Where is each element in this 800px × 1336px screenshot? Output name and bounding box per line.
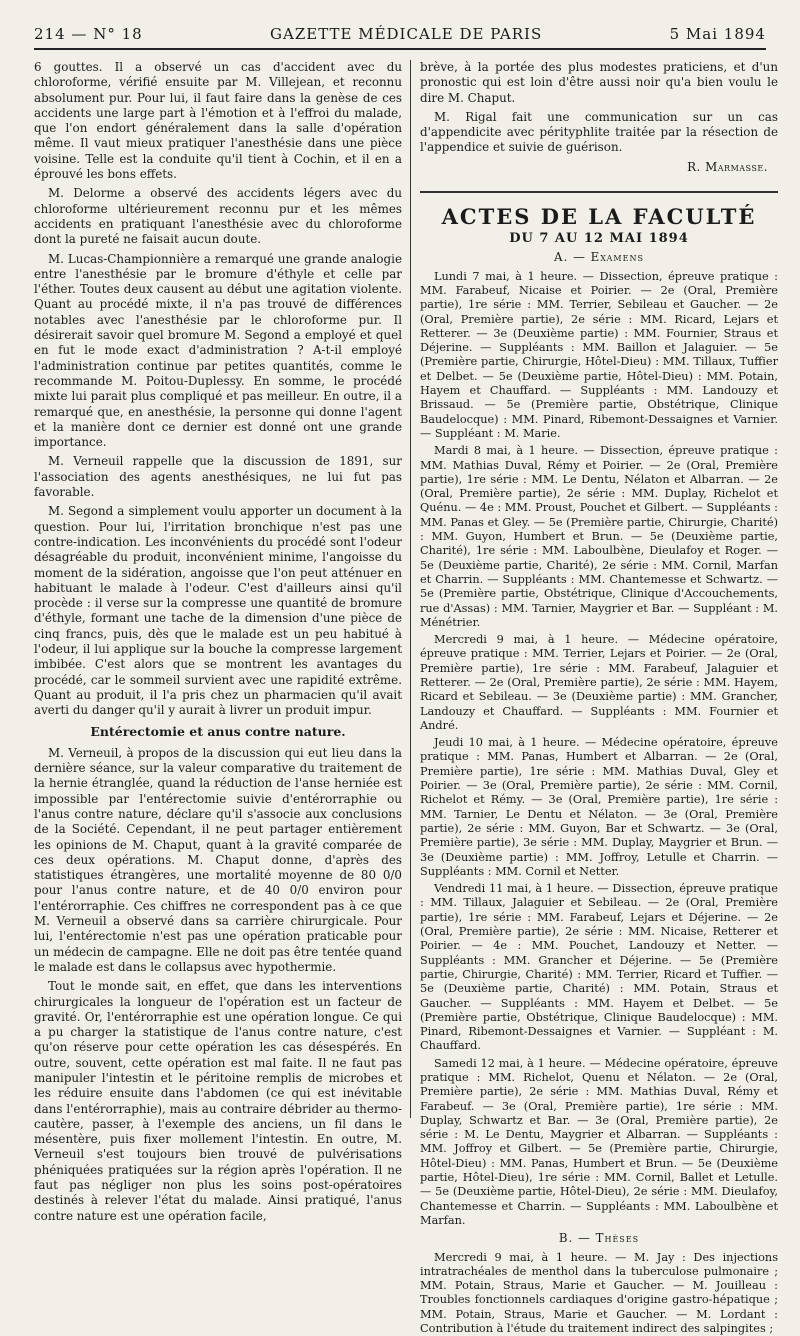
article-title: ACTES DE LA FACULTÉ [441, 204, 757, 230]
exam-entry: Jeudi 10 mai, à 1 heure. — Médecine opératoire, épreuve pratique : MM. Panas, Humbert et Albarran. — 2e (Oral, Première partie), 1re série : MM. Mathias Duval, Gley et Poirier. — 3e (Oral, Première partie), 2e série : MM. Cornil, Richelot et Rémy. — 3e (Oral, Première partie), 1re série : MM. Tarnier, Le Dentu et Nélaton. — 3e (Oral, Première partie), 2e série : MM. Guyon, Bar et Schwartz. — 3e (Oral, Première partie), 3e série : MM. Duplay, Maygrier et Brun. — 3e (Deuxième partie) : MM. Joffroy, Letulle et Charrin. — Suppléants : MM. Cornil et Netter. [420, 736, 778, 878]
section-divider [420, 191, 778, 193]
paragraph: M. Segond a simplement voulu apporter un document à la question. Pour lui, l'irritation bronchique n'est pas une contre-indication. Les inconvénients du procédé sont l'odeur désagréable du produit, inconvénient minime, l'angoisse du moment de la sidération, angoisse que l'on peut atténuer en habituant le malade à l'odeur. C'est d'ailleurs ainsi qu'il procède : il verse sur la compresse une quantité de bromure d'éthyle, formant une tache de la dimension d'une pièce de cinq francs, puis, dès que le malade est un peu habitué à l'odeur, il lui applique sur la bouche la compresse largement imbibée. C'est alors que se montrent les avantages du procédé, car le sommeil survient avec une rapidité extrême. Quant au produit, il l'a pris chez un pharmacien qu'il avait averti du danger qu'il y aurait à livrer un produit impur. [34, 504, 402, 718]
paragraph: Tout le monde sait, en effet, que dans les interventions chirurgicales la longueur de l'opération est un facteur de gravité. Or, l'entérorraphie est une opération longue. Ce qui a pu charger la statistique de l'anus contre nature, c'est qu'on réserve pour cette opération les cas désespérés. En outre, souvent, cette opération est mal faite. Il ne faut pas manipuler l'intestin et le péritoine remplis de microbes et les réduire ensuite dans l'abdomen (ce qui est inévitable dans l'entérorraphie), mais au contraire débrider au thermo-cautère, passer, à l'exemple des anciens, un fil dans le mésentère, puis fixer mollement l'intestin. En outre, M. Verneuil s'est toujours bien trouvé de pulvérisations phéniquées pratiquées sur la région après l'opération. Il ne faut pas négliger non plus les soins post-opératoires destinés à relever l'état du malade. Ainsi pratiqué, l'anus contre nature est une opération facile, [34, 979, 402, 1223]
issue-number: — N° 18 [71, 25, 143, 43]
article-dates: DU 7 AU 12 MAI 1894 [509, 231, 689, 247]
paragraph: 6 gouttes. Il a observé un cas d'accident avec du chloroforme, vérifié ensuite par M. Villejean, et reconnu absolument pur. Pour lui, il faut faire dans la genèse de ces accidents une large part à l'émotion et à l'effroi du malade, que l'on endort généralement dans la salle d'opération même. Il vaut mieux pratiquer l'anesthésie dans une pièce voisine. Telle est la conduite qu'il tient à Cochin, et il en a éprouvé les bons effets. [34, 60, 402, 182]
section-heading-theses: B. — Thèses [558, 1231, 640, 1246]
issue-date: 5 Mai 1894 [669, 25, 766, 43]
column-divider [410, 60, 411, 1118]
left-column [34, 60, 402, 1223]
paragraph: M. Delorme a observé des accidents légers avec du chloroforme ultérieurement reconnu pur et les mêmes accidents en pratiquant l'anesthésie avec du chloroforme dont la pureté ne faisait aucun doute. [34, 186, 402, 247]
section-heading-examens: A. — Examens [554, 250, 644, 265]
page-number: 214 [34, 25, 66, 43]
paragraph: M. Verneuil rappelle que la discussion de 1891, sur l'association des agents anesthésiques, ne lui fut pas favorable. [34, 454, 402, 500]
paragraph: M. Verneuil, à propos de la discussion qui eut lieu dans la dernière séance, sur la valeur comparative du traitement de la hernie étranglée, quand la réduction de l'anse herniée est impossible par l'entérectomie suivie d'entérorraphie ou l'anus contre nature, déclare qu'il s'associe aux conclusions de la Société. Cependant, il ne peut partager entièrement les opinions de M. Chaput, quant à la gravité comparée de ces deux opérations. M. Chaput donne, d'après des statistiques étrangères, une mortalité moyenne de 80 0/0 pour l'anus contre nature, et de 40 0/0 environ pour l'entérorraphie. Ces chiffres ne correspondent pas à ce que M. Verneuil a observé dans sa carrière chirurgicale. Pour lui, l'entérectomie n'est pas une opération praticable pour un médecin de campagne. Elle ne doit pas être tentée quand le malade est dans le collapsus avec hypothermie. [34, 745, 402, 974]
exam-entry: Mercredi 9 mai, à 1 heure. — Médecine opératoire, épreuve pratique : MM. Terrier, Lejars et Poirier. — 2e (Oral, Première partie), 1re série : MM. Farabeuf, Jalaguier et Retterer. — 2e (Oral, Première partie), 2e série : MM. Hayem, Ricard et Sebileau. — 3e (Deuxième partie) : MM. Grancher, Landouzy et Chauffard. — Suppléants : MM. Fournier et André. [420, 633, 778, 732]
paragraph: M. Lucas-Championnière a remarqué une grande analogie entre l'anesthésie par le bromure d'éthyle et celle par l'éther. Toutes deux causent au début une agitation violente. Quant au procédé mixte, il n'a pas trouvé de différences notables avec l'anesthésie par le chloroforme pur. Il désirerait savoir quel bromure M. Segond a employé et quel en fut le mode exact d'administration ? A-t-il employé l'administration continue par petites quantités, comme le recommande M. Poitou-Duplessy. En somme, le procédé mixte lui parait plus compliqué et pas meilleur. En outre, il a remarqué que, en anesthésie, la personne qui donne l'agent et la manière dont ce dernier est donné ont une grande importance. [34, 251, 402, 450]
right-column [420, 60, 778, 1336]
section-heading: Entérectomie et anus contre nature. [90, 724, 346, 740]
paragraph: M. Rigal fait une communication sur un cas d'appendicite avec pérityphlite traitée par la résection de l'appendice et suivie de guérison. [420, 109, 778, 155]
author-signature: R. Marmasse. [687, 159, 768, 174]
exam-entry: Mardi 8 mai, à 1 heure. — Dissection, épreuve pratique : MM. Mathias Duval, Rémy et Poirier. — 2e (Oral, Première partie), 1re série : MM. Le Dentu, Nélaton et Albarran. — 2e (Oral, Première partie), 2e série : MM. Duplay, Richelot et Quénu. — 4e : MM. Proust, Pouchet et Gilbert. — Suppléants : MM. Panas et Gley. — 5e (Première partie, Chirurgie, Charité) : MM. Guyon, Humbert et Brun. — 5e (Deuxième partie, Charité), 1re série : MM. Laboulbène, Dieulafoy et Roger. — 5e (Deuxième partie, Charité), 2e série : MM. Cornil, Marfan et Charrin. — Suppléants : MM. Chantemesse et Schwartz. — 5e (Première partie, Obstétrique, Clinique d'Accouchements, rue d'Assas) : MM. Tarnier, Maygrier et Bar. — Suppléant : M. Ménétrier. [420, 444, 778, 629]
page-header [34, 20, 766, 50]
paragraph: brève, à la portée des plus modestes praticiens, et d'un pronostic qui est loin d'être aussi noir qu'a bien voulu le dire M. Chaput. [420, 60, 778, 105]
exam-entry: Lundi 7 mai, à 1 heure. — Dissection, épreuve pratique : MM. Farabeuf, Nicaise et Poirier. — 2e (Oral, Première partie), 1re série : MM. Terrier, Sebileau et Gaucher. — 2e (Oral, Première partie), 2e série : MM. Ricard, Lejars et Retterer. — 3e (Deuxième partie) : MM. Fournier, Straus et Déjerine. — Suppléants : MM. Baillon et Jalaguier. — 5e (Première partie, Chirurgie, Hôtel-Dieu) : MM. Tillaux, Tuffier et Delbet. — 5e (Deuxième partie, Hôtel-Dieu) : MM. Potain, Hayem et Chauffard. — Suppléants : MM. Landouzy et Brissaud. — 5e (Première partie, Obstétrique, Clinique Baudelocque) : MM. Pinard, Ribemont-Dessaignes et Varnier. — Suppléant : M. Marie. [420, 269, 778, 440]
exam-entry: Vendredi 11 mai, à 1 heure. — Dissection, épreuve pratique : MM. Tillaux, Jalaguier et Sebileau. — 2e (Oral, Première partie), 1re série : MM. Farabeuf, Lejars et Déjerine. — 2e (Oral, Première partie), 2e série : MM. Nicaise, Retterer et Poirier. — 4e : MM. Pouchet, Landouzy et Netter. — Suppléants : MM. Grancher et Déjerine. — 5e (Première partie, Chirurgie, Charité) : MM. Terrier, Ricard et Tuffier. — 5e (Deuxième partie, Charité) : MM. Potain, Straus et Gaucher. — Suppléants : MM. Hayem et Delbet. — 5e (Première partie, Obstétrique, Clinique Baudelocque) : MM. Pinard, Ribemont-Dessaignes et Varnier. — Suppléant : M. Chauffard. [420, 882, 778, 1053]
exam-entry: Samedi 12 mai, à 1 heure. — Médecine opératoire, épreuve pratique : MM. Richelot, Quenu et Nélaton. — 2e (Oral, Première partie), 2e série : MM. Mathias Duval, Rémy et Farabeuf. — 3e (Oral, Première partie), 1re série : MM. Duplay, Schwartz et Bar. — 3e (Oral, Première partie), 2e série : M. Le Dentu, Maygrier et Albarran. — Suppléants : MM. Joffroy et Gilbert. — 5e (Première partie, Chirurgie, Hôtel-Dieu) : MM. Panas, Humbert et Brun. — 5e (Deuxième partie, Hôtel-Dieu), 1re série : MM. Cornil, Ballet et Letulle. — 5e (Deuxième partie, Hôtel-Dieu), 2e série : MM. Dieulafoy, Chantemesse et Charrin. — Suppléants : MM. Laboulbène et Marfan. [420, 1056, 778, 1227]
journal-title: GAZETTE MÉDICALE DE PARIS [270, 25, 543, 43]
thesis-entry: Mercredi 9 mai, à 1 heure. — M. Jay : Des injections intratrachéales de menthol dans la tuberculose pulmonaire ; MM. Potain, Straus, Marie et Gaucher. — M. Jouilleau : Troubles fonctionnels cardiaques d'origine gastro-hépatique ; MM. Potain, Straus, Marie et Gaucher. — M. Lordant : Contribution à l'étude du traitement indirect des salpingites ; [420, 1250, 778, 1336]
